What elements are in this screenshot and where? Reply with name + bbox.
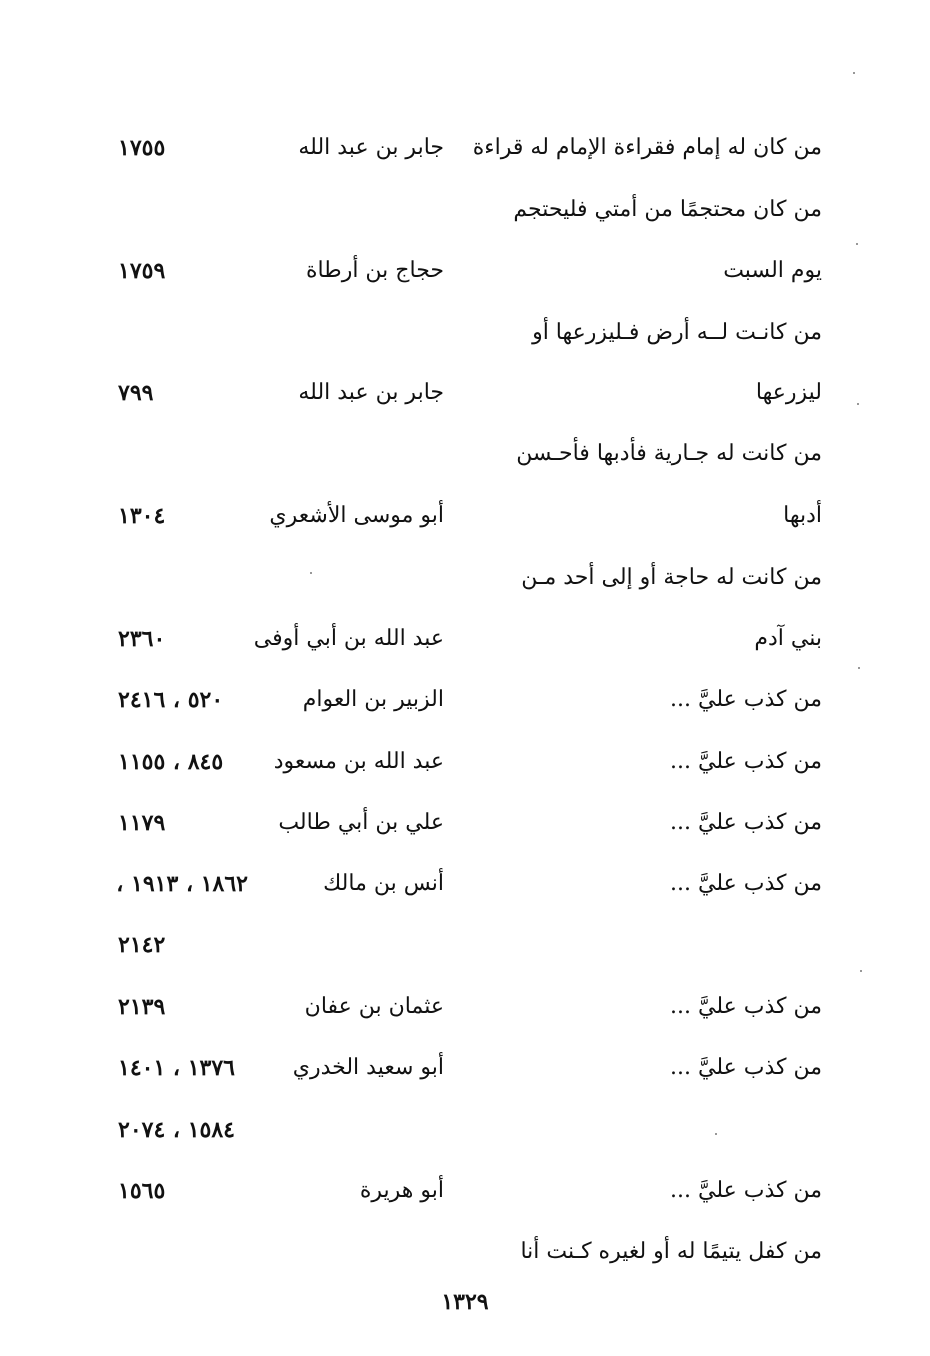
hadith-numbers — [118, 310, 248, 356]
scan-speck — [857, 403, 859, 405]
index-row — [0, 1229, 930, 1275]
scan-speck — [310, 572, 312, 574]
index-row — [0, 1045, 930, 1091]
hadith-numbers — [118, 431, 248, 477]
scan-speck — [715, 1133, 717, 1135]
hadith-text: أدبها — [783, 503, 822, 528]
narrator-name: جابر بن عبد الله — [298, 380, 444, 405]
hadith-numbers: ٨٤٥ ، ١١٥٥ — [118, 749, 224, 775]
hadith-numbers: ٢٣٦٠ — [118, 626, 166, 652]
index-row — [0, 125, 930, 171]
index-row — [0, 1168, 930, 1214]
hadith-numbers: ١٥٦٥ — [118, 1178, 166, 1204]
scan-speck — [856, 243, 858, 245]
narrator-name — [254, 1229, 444, 1275]
hadith-numbers: ١٨٦٢ ، ١٩١٣ ، — [116, 871, 248, 897]
index-row — [0, 616, 930, 662]
narrator-name: عبد الله بن أبي أوفى — [253, 626, 444, 651]
narrator-name — [254, 922, 444, 968]
hadith-numbers: ١٧٥٥ — [118, 135, 166, 161]
hadith-numbers: ٢١٣٩ — [118, 994, 166, 1020]
index-row — [0, 431, 930, 477]
index-row — [0, 922, 930, 968]
hadith-text: من كان له إمام فقراءة الإمام له قراءة — [472, 135, 822, 160]
hadith-numbers: ١٥٨٤ ، ٢٠٧٤ — [118, 1117, 235, 1143]
page-number: ١٣٢٩ — [441, 1289, 489, 1315]
hadith-numbers: ١١٧٩ — [118, 810, 166, 836]
scan-speck — [853, 72, 855, 74]
hadith-text: ليزرعها — [755, 380, 822, 405]
hadith-text: من كذب عليَّ ... — [670, 1178, 822, 1203]
hadith-numbers: ٥٢٠ ، ٢٤١٦ — [118, 687, 224, 713]
hadith-text: من كان محتجمًا من أمتي فليحتجم — [513, 197, 822, 222]
index-row — [0, 310, 930, 356]
narrator-name — [254, 310, 444, 356]
hadith-text — [492, 922, 822, 968]
hadith-text: من كذب عليَّ ... — [670, 687, 822, 712]
narrator-name: أبو موسى الأشعري — [269, 503, 444, 528]
index-row — [0, 187, 930, 233]
narrator-name — [254, 431, 444, 477]
hadith-numbers — [118, 555, 248, 601]
narrator-name: أبو سعيد الخدري — [292, 1055, 444, 1080]
index-row — [0, 1107, 930, 1153]
narrator-name — [254, 1107, 444, 1153]
scan-speck — [860, 970, 862, 972]
narrator-name: الزبير بن العوام — [302, 687, 444, 712]
index-row — [0, 861, 930, 907]
hadith-text: من كانت له حاجة أو إلى أحد مـن — [521, 565, 822, 590]
hadith-numbers: ٢١٤٢ — [118, 932, 166, 958]
hadith-text — [492, 1107, 822, 1153]
scan-speck — [858, 667, 860, 669]
hadith-text: من كانت له جـارية فأدبها فأحـسن — [516, 441, 822, 466]
narrator-name: عبد الله بن مسعود — [273, 749, 444, 774]
hadith-text: من كذب عليَّ ... — [670, 1055, 822, 1080]
hadith-text: من كذب عليَّ ... — [670, 871, 822, 896]
index-row — [0, 493, 930, 539]
hadith-text: من كانـت لــه أرض فـليزرعها أو — [532, 320, 822, 345]
hadith-numbers — [118, 1229, 248, 1275]
index-row — [0, 555, 930, 601]
narrator-name: عثمان بن عفان — [304, 994, 444, 1019]
index-row — [0, 800, 930, 846]
hadith-numbers: ١٣٧٦ ، ١٤٠١ — [118, 1055, 235, 1081]
hadith-text: من كذب عليَّ ... — [670, 994, 822, 1019]
index-row — [0, 248, 930, 294]
hadith-text: من كذب عليَّ ... — [670, 810, 822, 835]
index-row — [0, 370, 930, 416]
hadith-text: من كفل يتيمًا له أو لغيره كـنت أنا — [520, 1239, 822, 1264]
hadith-numbers: ٧٩٩ — [118, 380, 154, 406]
hadith-numbers: ١٣٠٤ — [118, 503, 166, 529]
hadith-text: من كذب عليَّ ... — [670, 749, 822, 774]
narrator-name: أبو هريرة — [359, 1178, 444, 1203]
narrator-name: حجاج بن أرطاة — [305, 258, 444, 283]
narrator-name: علي بن أبي طالب — [278, 810, 444, 835]
index-row — [0, 739, 930, 785]
narrator-name: جابر بن عبد الله — [298, 135, 444, 160]
index-row — [0, 677, 930, 723]
narrator-name — [254, 187, 444, 233]
hadith-text: يوم السبت — [723, 258, 822, 283]
index-row — [0, 984, 930, 1030]
hadith-numbers: ١٧٥٩ — [118, 258, 166, 284]
narrator-name — [254, 555, 444, 601]
hadith-numbers — [118, 187, 248, 233]
narrator-name: أنس بن مالك — [323, 871, 444, 896]
hadith-text: بني آدم — [754, 626, 822, 651]
